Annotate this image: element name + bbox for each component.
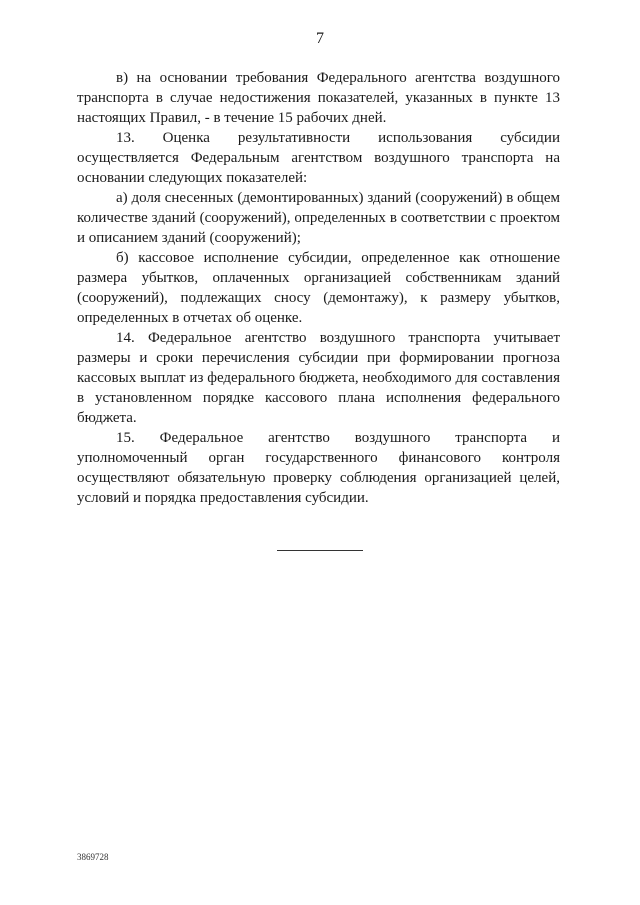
- document-code: 3869728: [77, 852, 109, 862]
- paragraph-subclause-a: а) доля снесенных (демонтированных) зданий (сооружений) в общем количестве зданий (сооружений), определенных в соответствии с проектом и описанием зданий (сооружений);: [77, 190, 560, 246]
- paragraph-clause-13: 13. Оценка результативности использования субсидии осуществляется Федеральным агентством воздушного транспорта на основании следующих показателей:: [77, 130, 560, 186]
- document-body: [77, 68, 560, 508]
- paragraph-subclause-b: б) кассовое исполнение субсидии, определенное как отношение размера убытков, оплаченных организацией собственникам зданий (сооружений), подлежащих сносу (демонтажу), к размеру убытков, определенных в отчетах об оценке.: [77, 250, 560, 326]
- page-number: 7: [316, 30, 324, 47]
- paragraph-clause-15: 15. Федеральное агентство воздушного транспорта и уполномоченный орган государственного финансового контроля осуществляют обязательную проверку соблюдения организацией целей, условий и порядка предоставления субсидии.: [77, 430, 560, 506]
- paragraph-subclause-v: в) на основании требования Федерального агентства воздушного транспорта в случае недостижения показателей, указанных в пункте 13 настоящих Правил, - в течение 15 рабочих дней.: [77, 70, 560, 126]
- paragraph-clause-14: 14. Федеральное агентство воздушного транспорта учитывает размеры и сроки перечисления субсидии при формировании прогноза кассовых выплат из федерального бюджета, необходимого для составления в установленном порядке кассового плана исполнения федерального бюджета.: [77, 330, 560, 426]
- end-of-document-line: [277, 550, 363, 551]
